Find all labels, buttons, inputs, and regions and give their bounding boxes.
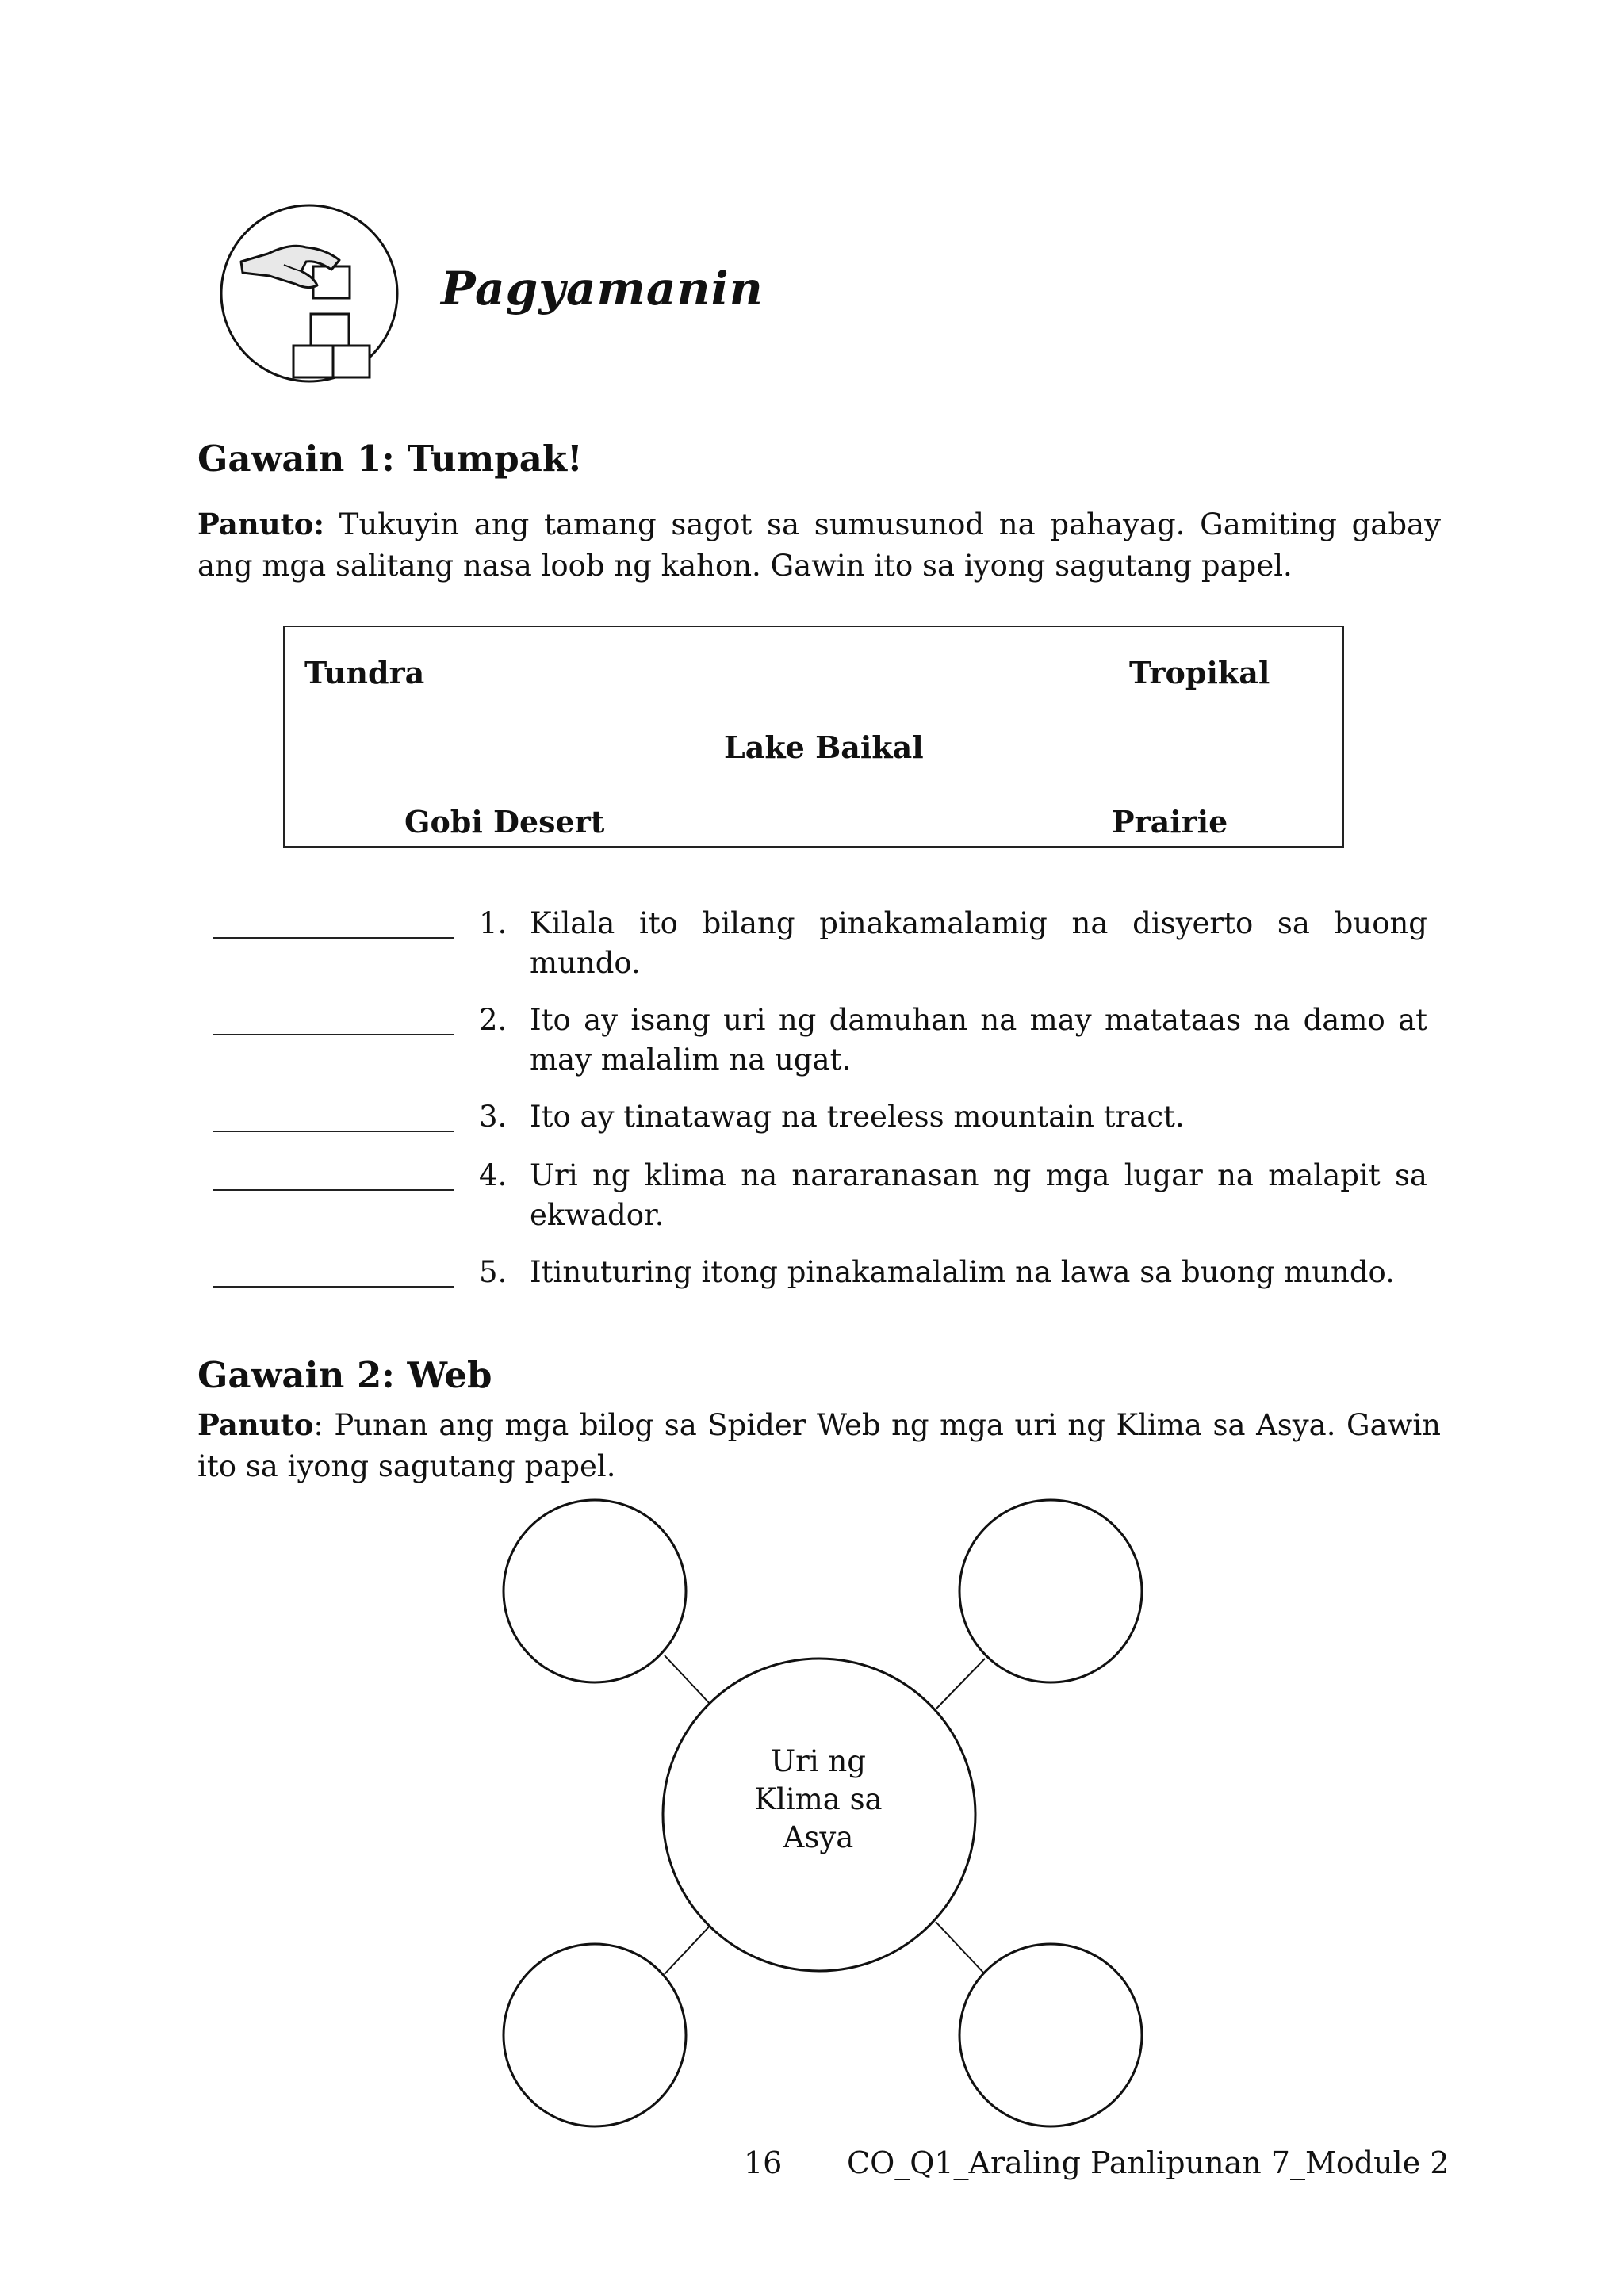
item-text: Uri ng klima na nararanasan ng mga lugar na malapit sa ekwador. — [530, 1158, 1427, 1232]
item-number: 2. — [479, 1003, 508, 1037]
panuto-text: Tukuyin ang tamang sagot sa sumusunod na pahayag. Gamiting gabay ang mga salitang nasa loob ng kahon. Gawin ito sa iyong sagutang papel. — [197, 507, 1441, 583]
web-connector — [665, 1655, 712, 1706]
module-code: CO_Q1_Araling Panlipunan 7_Module 2 — [847, 2145, 1450, 2180]
section-title: Pagyamanin — [441, 262, 764, 316]
center-label-line: Asya — [783, 1820, 854, 1854]
answer-circle-bottom-left — [504, 1944, 686, 2126]
item-text: Kilala ito bilang pinakamalamig na disyerto sa buong mundo. — [530, 906, 1427, 980]
web-connector — [665, 1922, 714, 1974]
center-label-line: Uri ng — [771, 1744, 866, 1778]
item-text: Ito ay isang uri ng damuhan na may matataas na damo at may malalim na ugat. — [530, 1003, 1427, 1077]
web-connector — [936, 1659, 985, 1709]
panuto-label: Panuto — [197, 1407, 314, 1442]
word-bank-item: Gobi Desert — [404, 804, 605, 840]
word-bank-item: Tundra — [304, 655, 425, 691]
page-number: 16 — [744, 2145, 783, 2180]
item-number: 1. — [479, 906, 508, 940]
panuto-label: Panuto: — [197, 507, 325, 541]
gawain2-heading: Gawain 2: Web — [197, 1354, 492, 1396]
word-bank-item: Lake Baikal — [724, 729, 924, 765]
center-label-line: Klima sa — [754, 1782, 883, 1816]
word-bank-item: Prairie — [1112, 804, 1228, 840]
web-connector — [936, 1922, 985, 1974]
word-bank-item: Tropikal — [1129, 655, 1270, 691]
item-text: Ito ay tinatawag na treeless mountain tract. — [530, 1100, 1185, 1134]
item-number: 5. — [479, 1255, 508, 1289]
answer-circle-top-left — [504, 1500, 686, 1682]
web-center-label — [663, 1743, 974, 1857]
answer-circle-bottom-right — [959, 1944, 1142, 2126]
item-number: 3. — [479, 1100, 508, 1134]
panuto-text: : Punan ang mga bilog sa Spider Web ng mga uri ng Klima sa Asya. Gawin ito sa iyong sagutang papel. — [197, 1408, 1441, 1483]
item-text: Itinuturing itong pinakamalalim na lawa sa buong mundo. — [530, 1255, 1395, 1289]
item-number: 4. — [479, 1158, 508, 1192]
answer-circle-top-right — [959, 1500, 1142, 1682]
gawain1-heading: Gawain 1: Tumpak! — [197, 438, 583, 480]
